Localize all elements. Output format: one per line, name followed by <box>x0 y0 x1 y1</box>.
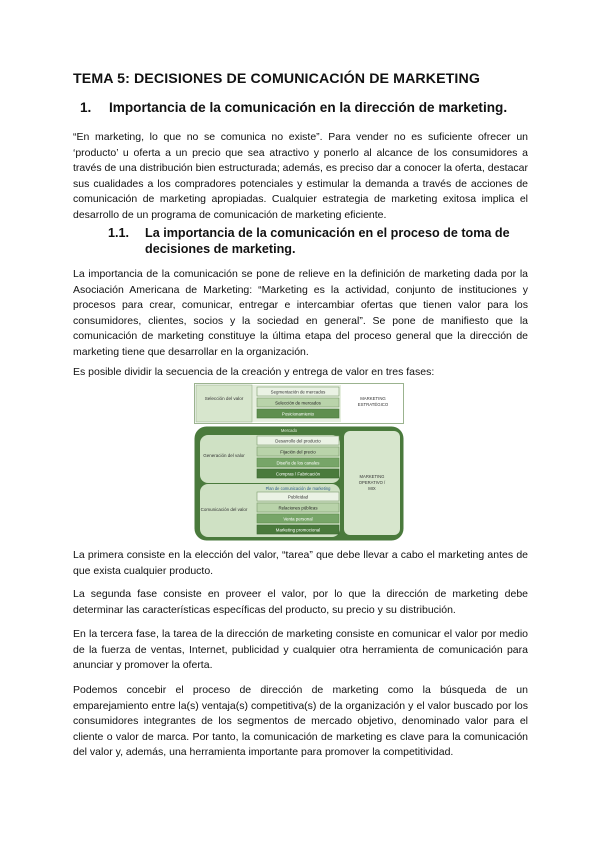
mid-row-2-label: Fijación del precio <box>280 449 316 455</box>
top-row-3-label: Posicionamiento <box>281 411 315 417</box>
top-left-box <box>196 385 252 422</box>
top-row-1-label: Segmentación de mercados <box>270 389 326 395</box>
bottom-row-3-label: Venta personal <box>283 516 313 522</box>
section-1-1-heading-text: La importancia de la comunicación en el proceso de toma de decisiones de marketing. <box>145 226 510 256</box>
bottom-banner: Plan de comunicación de marketing <box>265 486 331 491</box>
section-1-heading-text: Importancia de la comunicación en la dirección de marketing. <box>109 100 508 115</box>
section-1-1-number: 1.1. <box>108 226 130 240</box>
mid-row-4-label: Compras / Fabricación <box>275 471 321 477</box>
mid-row-3-label: Diseño de los canales <box>276 460 320 466</box>
paragraph-conclusion: Podemos concebir el proceso de dirección de marketing como la búsqueda de un emparejamiento entre la(s) ventaja(s) competitiva(s) de la organización y el valor buscado por los consumidores integrantes de los segmentos de mercado objetivo, denominado valor para el cliente o valor de marca. Por tanto, la comunicación de marketing es clave para la comunicación del valor y, además, una herramienta importante para promover la competitividad. <box>73 684 528 758</box>
paragraph-phase-3: En la tercera fase, la tarea de la dirección de marketing consiste en comunicar el valor por medio de la fuerza de ventas, Internet, publicidad y cualquier otra herramienta de comunicación para anunciar y promover la oferta. <box>73 628 528 671</box>
top-left-label: Selección del valor <box>204 396 244 401</box>
top-right-label-2: ESTRATÉGICO <box>357 402 389 407</box>
mid-left-label: Generación del valor <box>203 453 245 458</box>
mid-right-label-3: MIX <box>368 486 376 491</box>
mid-banner: Mercado <box>280 428 298 433</box>
document-title: TEMA 5: DECISIONES DE COMUNICACIÓN DE MARKETING <box>73 71 480 87</box>
value-process-diagram <box>194 383 404 541</box>
mid-right-label-2: OPERATIVO / <box>358 480 386 485</box>
mid-row-1-label: Desarrollo del producto <box>275 438 321 444</box>
section-1-heading <box>80 100 507 115</box>
section-1-1-paragraph-1: La importancia de la comunicación se pone de relieve en la definición de marketing dada por la Asociación Americana de Marketing: “Marketing es la actividad, conjunto de instituciones y procesos para crear, comunicar, entregar e intercambiar ofertas que tienen valor para los consumidores, clientes, socios y la sociedad en general”. Se pone de manifiesto que la comunicación de marketing constituye la última etapa del proceso general que la dirección de marketing tiene que desarrollar en la organización. <box>73 268 528 358</box>
paragraph-phase-2: La segunda fase consiste en proveer el valor, por lo que la dirección de marketing debe determinar las características específicas del producto, su precio y su distribución. <box>73 588 528 616</box>
mid-right-label: MARKETING <box>359 474 385 479</box>
section-1-1-paragraph-2: Es posible dividir la secuencia de la creación y entrega de valor en tres fases: <box>73 366 435 378</box>
paragraph-phase-1: La primera consiste en la elección del valor, “tarea” que debe llevar a cabo el marketing antes de que exista cualquier producto. <box>73 549 528 577</box>
top-row-2-label: Selección de mercados <box>275 400 321 406</box>
section-1-paragraph: “En marketing, lo que no se comunica no existe”. Para vender no es suficiente ofrecer un ‘producto’ u oferta a un precio que sea atractivo y ponerlo al alcance de los consumidores a través de una distribución bien estructurada; además, es preciso dar a conocer la oferta, destacar sus cualidades a los compradores potenciales y estimular la demanda a través de acciones de comunicación de marketing apropiadas. Cualquier estrategia de marketing exitosa implica el desarrollo de un programa de comunicación de marketing eficiente. <box>73 131 528 221</box>
bottom-row-2-label: Relaciones públicas <box>278 505 318 511</box>
section-1-1-heading <box>108 225 528 257</box>
bottom-left-label: Comunicación del valor <box>200 507 248 512</box>
bottom-row-4-label: Marketing promocional <box>275 527 321 533</box>
top-right-label: MARKETING <box>360 396 386 401</box>
section-1-number: 1. <box>80 100 92 115</box>
bottom-row-1-label: Publicidad <box>287 494 309 500</box>
